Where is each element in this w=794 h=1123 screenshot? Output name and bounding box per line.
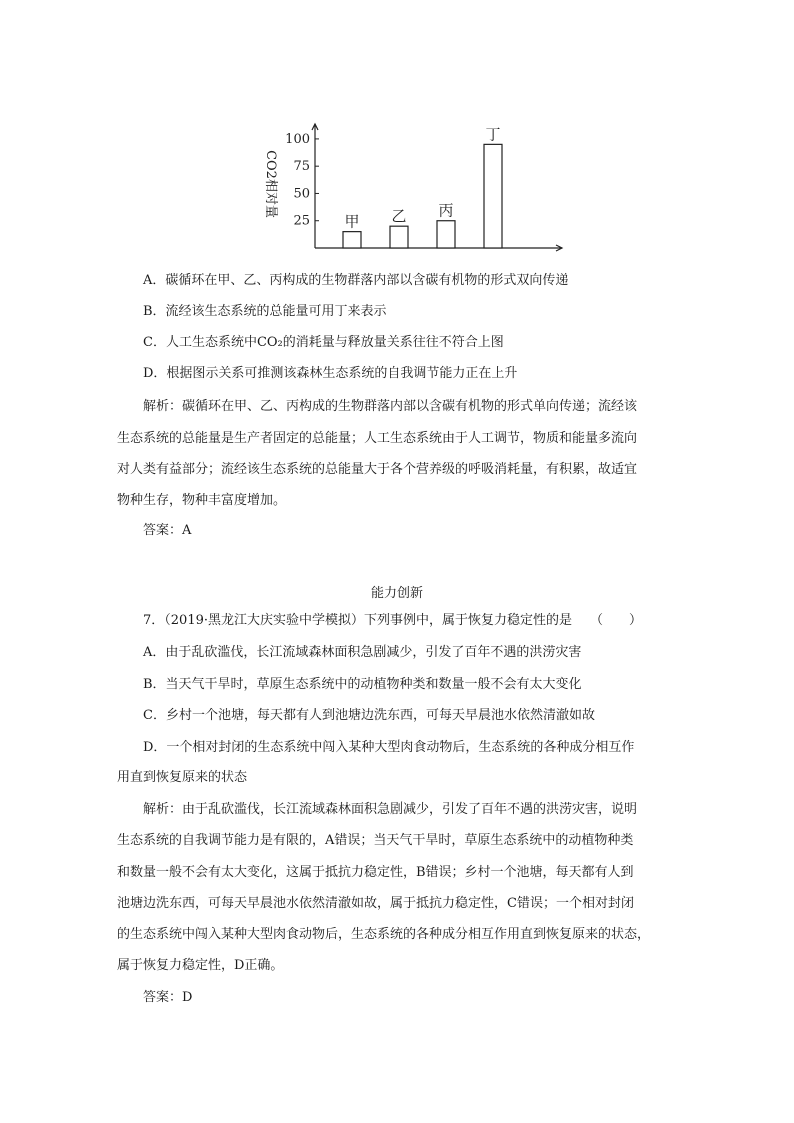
answer-q6: 答案：A xyxy=(143,523,192,538)
analysis-q6-line1: 解析：碳循环在甲、乙、丙构成的生物群落内部以含碳有机物的形式单向传递；流经该 xyxy=(143,399,638,414)
option-d-q6: D．根据图示关系可推测该森林生态系统的自我调节能力正在上升 xyxy=(143,366,518,381)
bar-label-2: 乙 xyxy=(391,207,407,226)
question-7-stem xyxy=(143,612,642,630)
option-b-q6: B．流经该生态系统的总能量可用丁来表示 xyxy=(143,304,387,319)
y-tick-label: 75 xyxy=(293,159,310,175)
analysis-q6-line3: 对人类有益部分；流经该生态系统的总能量大于各个营养级的呼吸消耗量，有积累，故适宜 xyxy=(117,462,638,477)
analysis-q7-line5: 的生态系统中闯入某种大型肉食动物后，生态系统的各种成分相互作用直到恢复原来的状态， xyxy=(117,927,651,942)
bar-label-1: 甲 xyxy=(344,212,360,231)
question-7-text: 7．（2019·黑龙江大庆实验中学模拟）下列事例中，属于恢复力稳定性的是 xyxy=(143,613,572,628)
bar-3 xyxy=(437,221,455,248)
analysis-q7-line3: 和数量一般不会有太大变化，这属于抵抗力稳定性，B错误；乡村一个池塘，每天都有人到 xyxy=(117,865,634,880)
option-d-q7-line1: D．一个相对封闭的生态系统中闯入某种大型肉食动物后，生态系统的各种成分相互作 xyxy=(143,740,635,755)
bar-4 xyxy=(484,144,502,248)
option-d-q7-line2: 用直到恢复原来的状态 xyxy=(117,770,248,785)
analysis-q6-line4: 物种生存，物种丰富度增加。 xyxy=(117,493,287,508)
y-tick-label: 50 xyxy=(293,186,310,202)
y-axis-label: CO2相对量 xyxy=(263,150,278,218)
bar-label-3: 丙 xyxy=(438,201,454,220)
y-tick-label: 100 xyxy=(285,131,310,147)
option-c-q7: C．乡村一个池塘，每天都有人到池塘边洗东西，可每天早晨池水依然清澈如故 xyxy=(143,708,595,723)
option-a-q6: A．碳循环在甲、乙、丙构成的生物群落内部以含碳有机物的形式双向传递 xyxy=(143,273,569,288)
bar-1 xyxy=(343,232,361,248)
answer-bracket: （ ） xyxy=(590,613,643,628)
bar-label-4: 丁 xyxy=(485,125,501,144)
analysis-q7-line4: 池塘边洗东西，可每天早晨池水依然清澈如故，属于抵抗力稳定性，C错误；一个相对封闭 xyxy=(117,896,634,911)
analysis-q7-line6: 属于恢复力稳定性，D正确。 xyxy=(117,958,284,973)
option-b-q7: B．当天气干旱时，草原生态系统中的动植物种类和数量一般不会有太大变化 xyxy=(143,677,582,692)
option-a-q7: A．由于乱砍滥伐，长江流域森林面积急剧减少，引发了百年不遇的洪涝灾害 xyxy=(143,645,582,660)
bar-2 xyxy=(390,226,408,248)
y-tick-label: 25 xyxy=(293,213,310,229)
section-title: 能力创新 xyxy=(370,586,423,601)
answer-q7: 答案：D xyxy=(143,990,193,1005)
analysis-q7-line2: 生态系统的自我调节能力是有限的，A错误；当天气干旱时，草原生态系统中的动植物种类 xyxy=(117,833,634,848)
analysis-q6-line2: 生态系统的总能量是生产者固定的总能量；人工生态系统由于人工调节，物质和能量多流向 xyxy=(117,431,638,446)
option-c-q6: C．人工生态系统中CO₂的消耗量与释放量关系往往不符合上图 xyxy=(143,335,504,350)
analysis-q7-line1: 解析：由于乱砍滥伐，长江流域森林面积急剧减少，引发了百年不遇的洪涝灾害，说明 xyxy=(143,802,638,817)
co2-bar-chart xyxy=(250,118,570,258)
